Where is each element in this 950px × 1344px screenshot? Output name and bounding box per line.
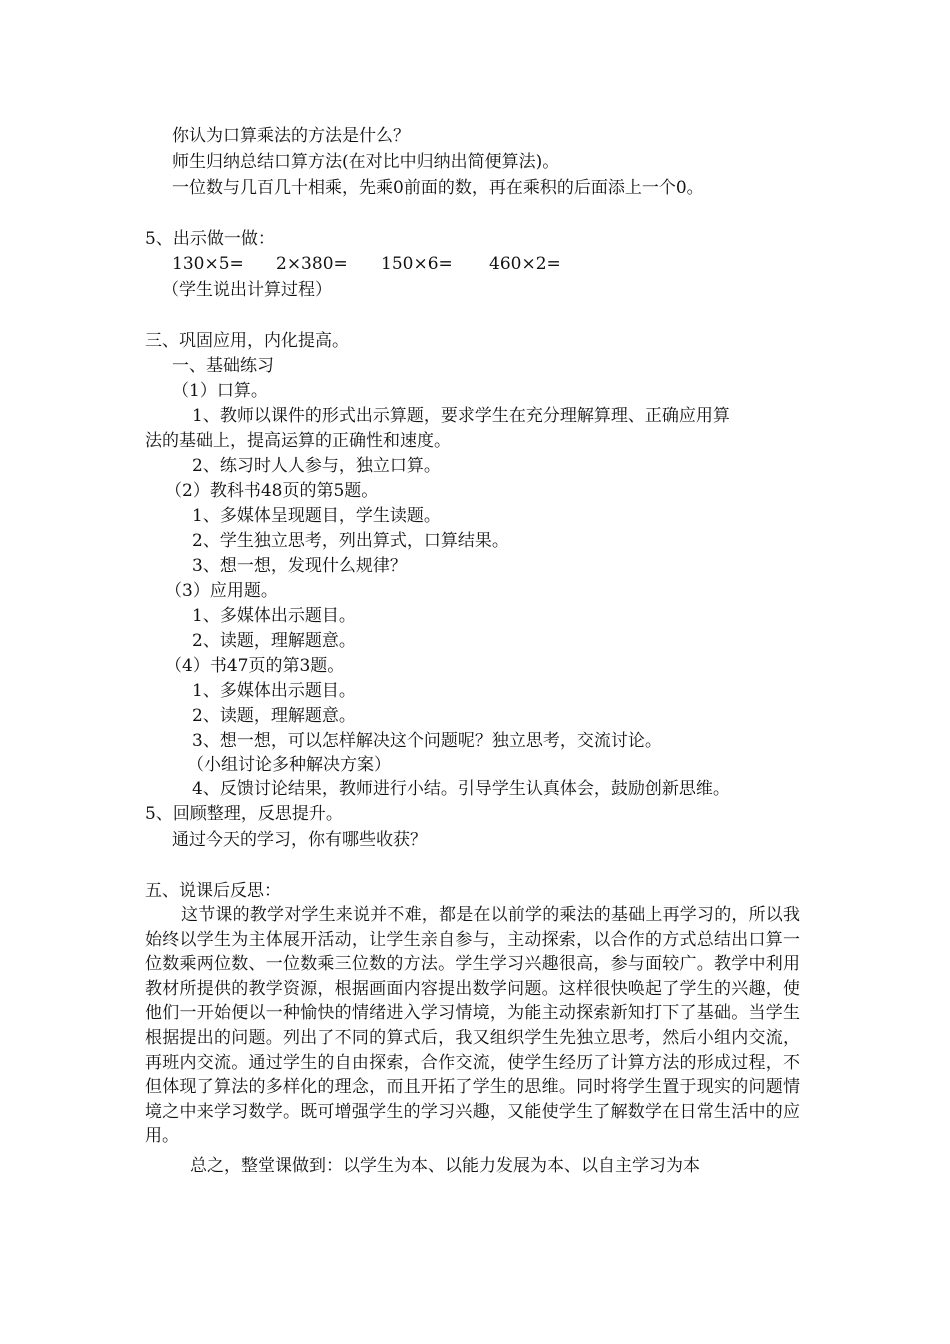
subsection-heading: 一、基础练习: [172, 356, 274, 376]
reflection-paragraph: 这节课的教学对学生来说并不难，都是在以前学的乘法的基础上再学习的，所以我始终以学生为主体展开活动，让学生亲自参与，主动探索，以合作的方式总结出口算一位数乘两位数、一位数乘三位数的方法。学生学习兴趣很高，参与面较广。教学中利用教材所提供的教学资源，根据画面内容提出数学问题。这样很快唤起了学生的兴趣，使他们一开始便以一种愉快的情绪进入学习情境，为能主动探索新知打下了基础。当学生根据提出的问题。列出了不同的算式后，我又组织学生先独立思考，然后小组内交流，再班内交流。通过学生的自由探索，合作交流，使学生经历了计算方法的形成过程，不但体现了算法的多样化的理念，而且开拓了学生的思维。同时将学生置于现实的问题情境之中来学习数学。既可增强学生的学习兴趣，又能使学生了解数学在日常生活中的应用。: [145, 905, 800, 1147]
text-line: 你认为口算乘法的方法是什么？: [172, 126, 410, 146]
text-line: （2）教科书48页的第5题。: [165, 481, 379, 501]
text-line: 1、多媒体呈现题目，学生读题。: [192, 506, 441, 526]
text-line: 2、读题，理解题意。: [192, 706, 356, 726]
text-line: 2、学生独立思考，列出算式，口算结果。: [192, 531, 509, 551]
text-line: 5、回顾整理，反思提升。: [145, 804, 343, 824]
text-line: 1、教师以课件的形式出示算题，要求学生在充分理解算理、正确应用算: [192, 406, 730, 426]
section-heading: 5、出示做一做：: [145, 229, 275, 249]
calc-item: 130×5=: [172, 254, 244, 274]
text-line: （小组讨论多种解决方案）: [187, 755, 391, 775]
summary-line: 总之，整堂课做到：以学生为本、以能力发展为本、以自主学习为本: [190, 1156, 700, 1176]
text-line: （1）口算。: [172, 381, 268, 401]
text-line: 2、练习时人人参与，独立口算。: [192, 456, 441, 476]
text-line: 通过今天的学习，你有哪些收获？: [172, 830, 427, 850]
calc-item: 460×2=: [489, 254, 561, 274]
section-heading: 三、巩固应用，内化提高。: [145, 331, 349, 351]
text-line: 2、读题，理解题意。: [192, 631, 356, 651]
text-line: 1、多媒体出示题目。: [192, 681, 356, 701]
calc-row: [172, 252, 561, 276]
calc-item: 2×380=: [276, 254, 348, 274]
section-heading: 五、说课后反思：: [145, 881, 281, 901]
text-line: 师生归纳总结口算方法(在对比中归纳出简便算法)。: [172, 152, 560, 172]
text-line: 法的基础上，提高运算的正确性和速度。: [145, 431, 451, 451]
calc-item: 150×6=: [381, 254, 453, 274]
text-line: 3、想一想，发现什么规律？: [192, 556, 407, 576]
text-line: 3、想一想，可以怎样解决这个问题呢？独立思考，交流讨论。: [192, 731, 662, 751]
text-line: （学生说出计算过程）: [162, 280, 332, 300]
text-line: （4）书47页的第3题。: [165, 656, 345, 676]
text-line: 一位数与几百几十相乘，先乘0前面的数，再在乘积的后面添上一个0。: [172, 178, 704, 198]
text-line: 1、多媒体出示题目。: [192, 606, 356, 626]
text-line: 4、反馈讨论结果，教师进行小结。引导学生认真体会，鼓励创新思维。: [192, 779, 730, 799]
text-line: （3）应用题。: [165, 581, 278, 601]
